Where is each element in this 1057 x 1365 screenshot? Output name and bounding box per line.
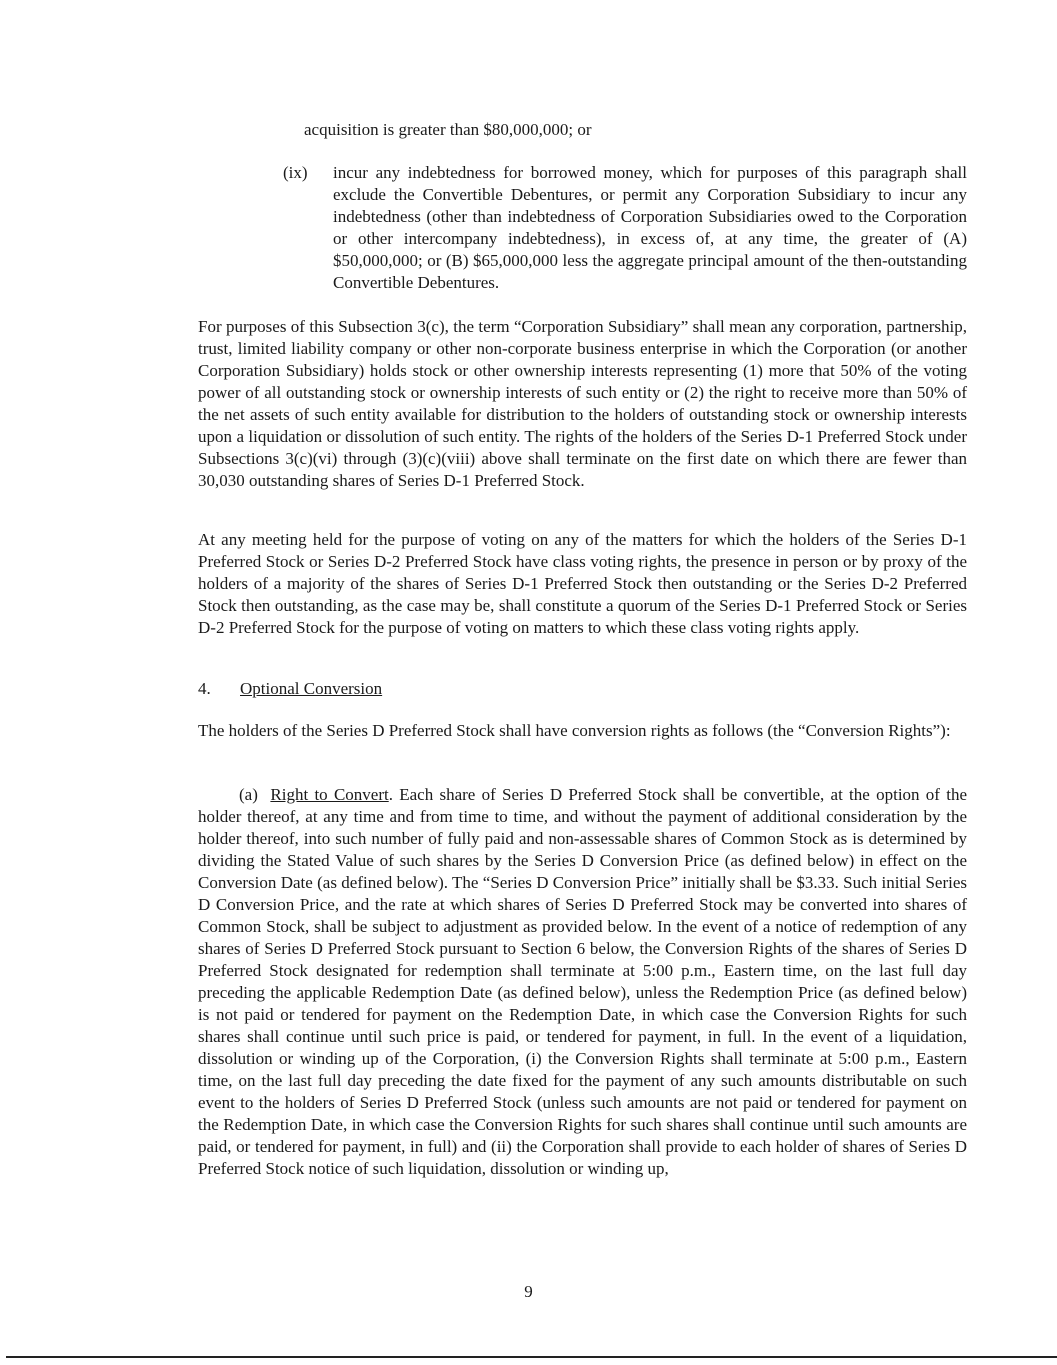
paragraph-meeting-quorum: At any meeting held for the purpose of voting on any of the matters for which the holders of the Series D-1 Preferred Stock or Series D-2 Preferred Stock have class voting rights, the presence in person or by proxy of the holders of a majority of the shares of Series D-1 Preferred Stock then outstanding or the Series D-2 Preferred Stock then outstanding, as the case may be, shall constitute a quorum of the Series D-1 Preferred Stock or Series D-2 Preferred Stock for the purpose of voting on matters to which these class voting rights apply. — [198, 530, 967, 637]
section-title: Optional Conversion — [240, 679, 383, 698]
section-number: 4. — [198, 679, 211, 698]
page-number: 9 — [524, 1282, 533, 1301]
subsection-label: (a) — [239, 785, 258, 804]
paragraph-right-to-convert — [198, 784, 967, 1180]
section-heading — [198, 678, 598, 700]
item-ix-text: incur any indebtedness for borrowed money, which for purposes of this paragraph shall exclude the Convertible Debentures, or permit any Corporation Subsidiary to incur any indebtedness (other than indebtedness of Corporation Subsidiaries owed to the Corporation or other intercompany indebtedness), in excess of, at any time, the greater of (A) $50,000,000; or (B) $65,000,000 less the aggregate principal amount of the then-outstanding Convertible Debentures. — [333, 163, 967, 292]
paragraph-corporation-subsidiary: For purposes of this Subsection 3(c), the term “Corporation Subsidiary” shall mean any corporation, partnership, trust, limited liability company or other non-corporate business enterprise in which the Corporation (or another Corporation Subsidiary) holds stock or other ownership interests representing (1) more that 50% of the voting power of all outstanding stock or ownership interests of such entity or (2) the right to receive more than 50% of the net assets of such entity available for distribution to the holders of outstanding stock or ownership interests upon a liquidation or dissolution of such entity. The rights of the holders of the Series D-1 Preferred Stock under Subsections 3(c)(vi) through (3)(c)(viii) above shall terminate on the first date on which there are fewer than 30,030 outstanding shares of Series D-1 Preferred Stock. — [198, 317, 967, 490]
subsection-text: . Each share of Series D Preferred Stock shall be convertible, at the option of the holder thereof, at any time and from time to time, and without the payment of additional consideration by the holder thereof, into such number of fully paid and non-assessable shares of Common Stock as is determined by dividing the Stated Value of such shares by the Series D Conversion Price (as defined below) in effect on the Conversion Date (as defined below). The “Series D Conversion Price” initially shall be $3.33. Such initial Series D Conversion Price, and the rate at which shares of Series D Preferred Stock may be converted into shares of Common Stock, shall be subject to adjustment as provided below. In the event of a notice of redemption of any shares of Series D Preferred Stock pursuant to Section 6 below, the Conversion Rights of the shares of Series D Preferred Stock designated for redemption shall terminate at 5:00 p.m., Eastern time, on the last full day preceding the applicable Redemption Date (as defined below), unless the Redemption Price (as defined below) is not paid or tendered for payment on the Redemption Date, in which case the Conversion Rights for such shares shall continue until such price is paid, or tendered for payment, in full. In the event of a liquidation, dissolution or winding up of the Corporation, (i) the Conversion Rights shall terminate at 5:00 p.m., Eastern time, on the last full day preceding the date fixed for the payment of any such amounts distributable on such event to the holders of Series D Preferred Stock (unless such amounts are not paid or tendered for payment on the Redemption Date, in which case the Conversion Rights for such shares shall continue until such amounts are paid, or tendered for payment, in full) and (ii) the Corporation shall provide to each holder of shares of Series D Preferred Stock notice of such liquidation, dissolution or winding up, — [198, 785, 967, 1178]
footer-scan-rule — [6, 1356, 1057, 1358]
paragraph-conversion-intro: The holders of the Series D Preferred Stock shall have conversion rights as follows (the “Conversion Rights”): — [198, 721, 951, 740]
continuation-line: acquisition is greater than $80,000,000; or — [304, 120, 592, 139]
subsection-heading: Right to Convert — [270, 785, 389, 804]
item-ix-number: (ix) — [283, 163, 308, 182]
